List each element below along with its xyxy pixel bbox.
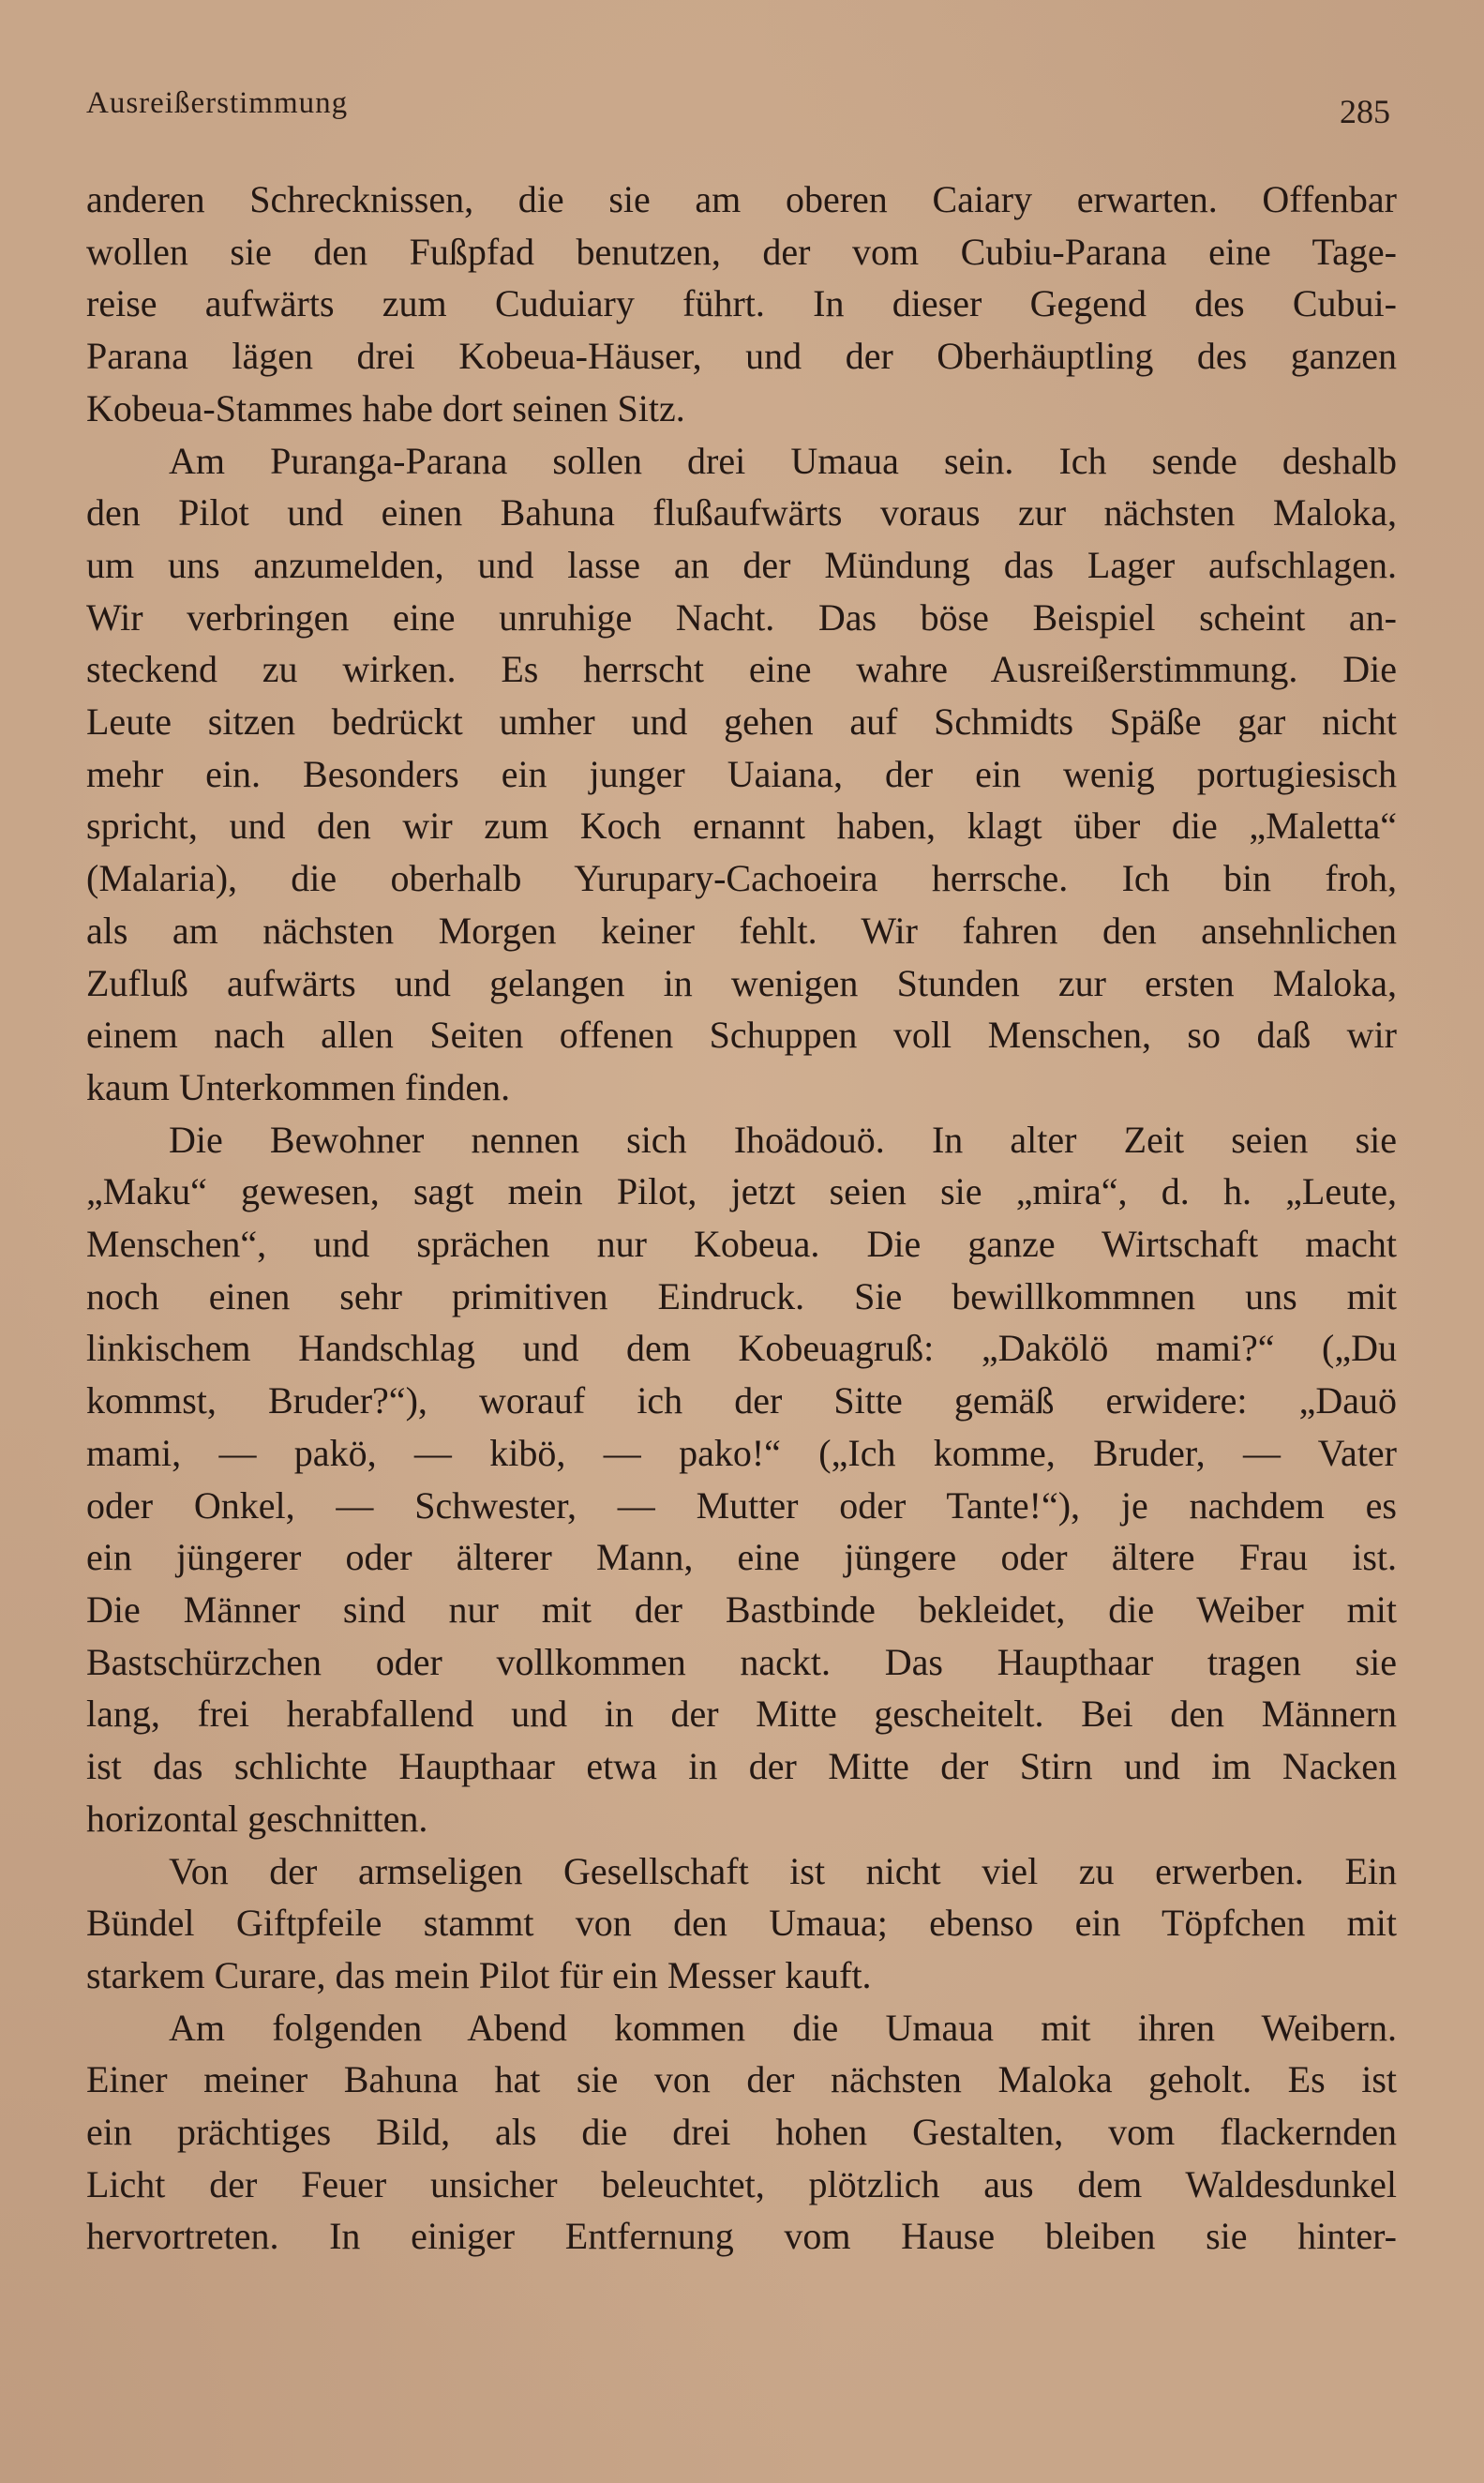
- text-line: „Maku“ gewesen, sagt mein Pilot, jetzt seien sie „mira“, d. h. „Leute,: [86, 1170, 1397, 1213]
- text-line: lang, frei herabfallend und in der Mitte gescheitelt. Bei den Männern: [86, 1693, 1397, 1736]
- body-text: [86, 173, 1397, 2263]
- paragraph: [86, 2002, 1397, 2264]
- text-line: ist das schlichte Haupthaar etwa in der Mitte der Stirn und im Nacken: [86, 1745, 1397, 1788]
- text-line: Parana lägen drei Kobeua-Häuser, und der Oberhäuptling des ganzen: [86, 335, 1397, 378]
- text-line: einem nach allen Seiten offenen Schuppen voll Menschen, so daß wir: [86, 1014, 1397, 1057]
- text-line: anderen Schrecknissen, die sie am oberen Caiary erwarten. Offenbar: [86, 178, 1397, 220]
- paragraph: [86, 1114, 1397, 1845]
- text-line: Wir verbringen eine unruhige Nacht. Das böse Beispiel scheint an-: [86, 595, 1397, 639]
- text-line: Bastschürzchen oder vollkommen nackt. Das Haupthaar tragen sie: [86, 1640, 1397, 1683]
- text-line: noch einen sehr primitiven Eindruck. Sie bewillkommnen uns mit: [86, 1274, 1397, 1317]
- text-line: Licht der Feuer unsicher beleuchtet, plötzlich aus dem Waldesdunkel: [86, 2162, 1397, 2205]
- text-line: steckend zu wirken. Es herrscht eine wahre Ausreißerstimmung. Die: [86, 648, 1397, 691]
- text-line: Zufluß aufwärts und gelangen in wenigen Stunden zur ersten Maloka,: [86, 961, 1397, 1004]
- text-line: Menschen“, und sprächen nur Kobeua. Die ganze Wirtschaft macht: [86, 1223, 1397, 1266]
- text-line: Einer meiner Bahuna hat sie von der nächsten Maloka geholt. Es ist: [86, 2058, 1397, 2101]
- text-line: mami, — pakö, — kibö, — pako!“ („Ich komme, Bruder, — Vater: [86, 1431, 1397, 1474]
- text-line: als am nächsten Morgen keiner fehlt. Wir fahren den ansehnlichen: [86, 909, 1397, 952]
- text-line: hervortreten. In einiger Entfernung vom Hause bleiben sie hinter-: [86, 2215, 1397, 2258]
- text-line: Bündel Giftpfeile stammt von den Umaua; ebenso ein Töpfchen mit: [86, 1902, 1397, 1945]
- text-line: reise aufwärts zum Cuduiary führt. In dieser Gegend des Cubui-: [86, 282, 1397, 325]
- text-line: linkischem Handschlag und dem Kobeuagruß: „Dakölö mami?“ („Du: [86, 1327, 1397, 1370]
- text-line: horizontal geschnitten.: [86, 1797, 428, 1840]
- text-line: den Pilot und einen Bahuna flußaufwärts voraus zur nächsten Maloka,: [86, 491, 1397, 534]
- page-number: 285: [1340, 93, 1390, 130]
- text-line: (Malaria), die oberhalb Yurupary-Cachoeira herrsche. Ich bin froh,: [86, 857, 1397, 900]
- text-line: kommst, Bruder?“), worauf ich der Sitte gemäß erwidere: „Dauö: [86, 1379, 1397, 1422]
- text-line: Von der armseligen Gesellschaft ist nicht viel zu erwerben. Ein: [169, 1849, 1397, 1892]
- running-title: Ausreißerstimmung: [86, 86, 349, 120]
- text-line: Die Männer sind nur mit der Bastbinde bekleidet, die Weiber mit: [86, 1588, 1397, 1631]
- text-line: spricht, und den wir zum Koch ernannt haben, klagt über die „Maletta“: [86, 805, 1397, 848]
- paragraph: [86, 435, 1397, 1114]
- text-line: mehr ein. Besonders ein junger Uaiana, der ein wenig portugiesisch: [86, 752, 1397, 795]
- paragraph: [86, 1845, 1397, 2002]
- text-line: wollen sie den Fußpfad benutzen, der vom Cubiu-Parana eine Tage-: [86, 230, 1397, 273]
- text-line: Am Puranga-Parana sollen drei Umaua sein. Ich sende deshalb: [169, 439, 1397, 482]
- text-line: Die Bewohner nennen sich Ihoädouö. In alter Zeit seien sie: [169, 1118, 1397, 1161]
- text-line: starkem Curare, das mein Pilot für ein Messer kauft.: [86, 1953, 872, 1996]
- paragraph: [86, 173, 1397, 435]
- text-line: ein prächtiges Bild, als die drei hohen Gestalten, vom flackernden: [86, 2111, 1397, 2154]
- running-head: [86, 86, 1398, 133]
- text-line: Leute sitzen bedrückt umher und gehen auf Schmidts Späße gar nicht: [86, 700, 1397, 744]
- text-line: um uns anzumelden, und lasse an der Mündung das Lager aufschlagen.: [86, 543, 1397, 586]
- text-line: oder Onkel, — Schwester, — Mutter oder Tante!“), je nachdem es: [86, 1483, 1397, 1527]
- text-line: Am folgenden Abend kommen die Umaua mit ihren Weibern.: [169, 2006, 1397, 2049]
- text-line: Kobeua-Stammes habe dort seinen Sitz.: [86, 386, 685, 429]
- text-line: ein jüngerer oder älterer Mann, eine jüngere oder ältere Frau ist.: [86, 1536, 1397, 1579]
- text-line: kaum Unterkommen finden.: [86, 1065, 511, 1108]
